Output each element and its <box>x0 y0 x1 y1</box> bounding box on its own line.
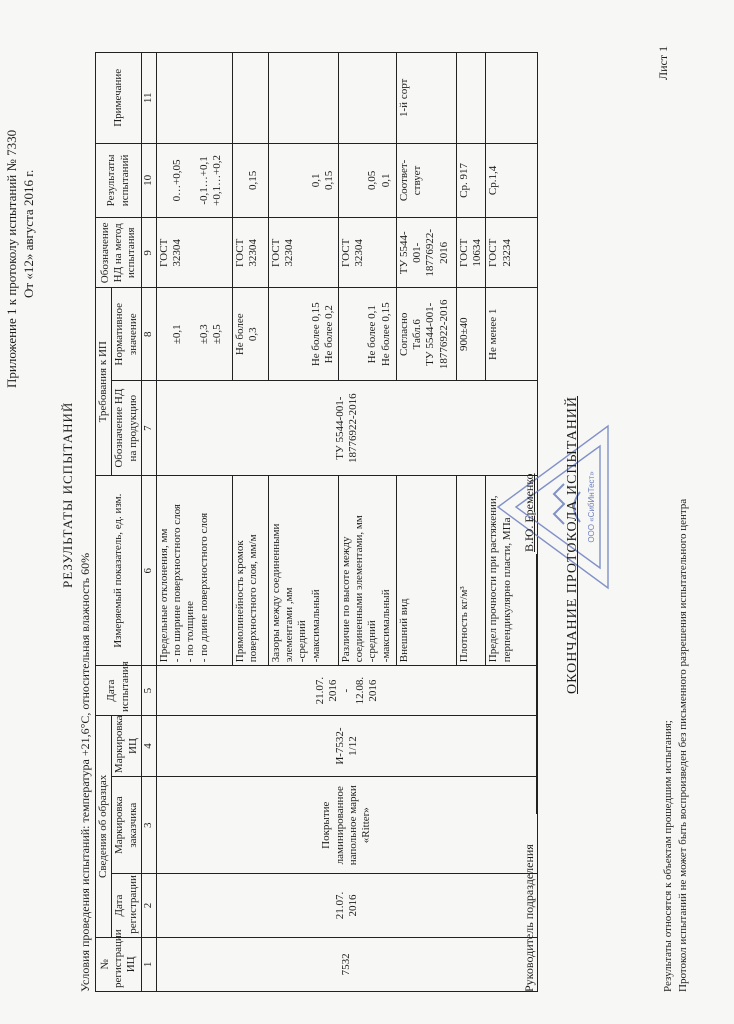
product-nd-cell: ТУ 5544-001-18776922-2016 <box>156 381 538 476</box>
col-header-param: Измеряемый показатель, ед. изм. <box>96 476 142 666</box>
result-cell: Ср.1,4 <box>486 143 538 218</box>
col-number: 9 <box>142 218 156 288</box>
footer-note-2: Протокол испытаний не может быть воспроизведен без письменного разрешения испытательного центра <box>677 498 689 992</box>
method-cell: ГОСТ 32304 <box>156 218 232 288</box>
table-row <box>156 53 232 992</box>
norm-cell: Не более 0,3 <box>232 288 268 381</box>
note-cell <box>456 53 486 144</box>
stamp-text: ООО «СибИнТест» <box>587 471 596 543</box>
col-header-norm: Нормативное значение <box>112 288 142 381</box>
protocol-end-label: ОКОНЧАНИЕ ПРОТОКОЛА ИСПЫТАНИЙ <box>565 395 580 694</box>
column-number-row <box>142 53 156 992</box>
col-number: 6 <box>142 476 156 666</box>
norm-cell: Не менее 1 <box>486 288 538 381</box>
col-number: 4 <box>142 715 156 776</box>
organization-stamp <box>494 422 612 592</box>
col-header-reg-no: № регистрации ИЦ <box>96 937 142 991</box>
appendix-line1: Приложение 1 к протоколу испытаний № 7330 <box>4 129 19 388</box>
col-number: 10 <box>142 143 156 218</box>
result-cell: 0…+0,05 -0,1…+0,1 +0,1…+0,2 <box>156 143 232 218</box>
col-number: 11 <box>142 53 156 144</box>
sheet-number: Лист 1 <box>656 45 670 80</box>
head-of-division-name: В.Ю. Еременко <box>522 473 536 552</box>
reg-date-cell: 21.07. 2016 <box>156 874 538 937</box>
result-cell: 0,05 0,1 <box>338 143 396 218</box>
col-number: 5 <box>142 666 156 716</box>
param-cell: Различие по высоте между соединенными элементами, мм -средний -максимальный <box>338 476 396 666</box>
customer-mark-cell: Покрытие ламинированное напольное марки «Ritter» <box>156 777 538 874</box>
test-date-cell: 21.07. 2016 - 12.08. 2016 <box>156 666 538 716</box>
method-cell: ГОСТ 32304 <box>232 218 268 288</box>
col-header-customer-mark: Маркировка заказчика <box>112 777 142 874</box>
test-conditions: Условия проведения испытаний: температура +21,6°С, относительная влажность 60% <box>78 552 92 992</box>
note-cell <box>338 53 396 144</box>
method-cell: ТУ 5544- 001- 18776922- 2016 <box>396 218 456 288</box>
norm-cell: 900±40 <box>456 288 486 381</box>
col-header-results: Результаты испытаний <box>96 143 142 218</box>
param-cell: Внешний вид <box>396 476 456 666</box>
note-cell <box>268 53 338 144</box>
results-table <box>95 52 538 992</box>
col-header-note: Примечание <box>96 53 142 144</box>
signature-line <box>536 554 537 814</box>
group-header-samples: Сведения об образцах <box>96 715 112 937</box>
group-header-requirements: Требования к ИП <box>96 288 112 476</box>
page-title: РЕЗУЛЬТАТЫ ИСПЫТАНИЙ <box>60 401 75 588</box>
appendix-line2: От «12» августа 2016 г. <box>21 169 36 298</box>
norm-cell: ±0,1 ±0,3 ±0,5 <box>156 288 232 381</box>
col-number: 1 <box>142 937 156 991</box>
footer-note-1: Результаты относятся к объектам прошедшим испытания; <box>662 720 674 992</box>
col-number: 7 <box>142 381 156 476</box>
param-cell: Предельные отклонения, мм - по ширине поверхностного слоя - по толщине - по длине поверхностного слоя <box>156 476 232 666</box>
col-number: 3 <box>142 777 156 874</box>
param-cell: Плотность кг/м³ <box>456 476 486 666</box>
param-cell: Зазоры между соединенными элементами ,мм -средний -максимальный <box>268 476 338 666</box>
result-cell: Ср. 917 <box>456 143 486 218</box>
note-cell <box>486 53 538 144</box>
col-number: 8 <box>142 288 156 381</box>
note-cell: 1-й сорт <box>396 53 456 144</box>
col-header-ic-mark: Маркировка ИЦ <box>112 715 142 776</box>
ic-mark-cell: И-7532-1/12 <box>156 715 538 776</box>
norm-cell: Согласно Табл.6 ТУ 5544-001- 18776922-2016 <box>396 288 456 381</box>
col-header-test-date: Дата испытания <box>96 666 142 716</box>
note-cell <box>232 53 268 144</box>
param-cell: Предел прочности при растяжении, перпендикулярно пласти, МПа <box>486 476 538 666</box>
param-cell: Прямолинейность кромок поверхностного слоя, мм/м <box>232 476 268 666</box>
col-header-method-nd: Обозначение НД на метод испытания <box>96 218 142 288</box>
norm-cell: Не более 0,1 Не более 0,15 <box>338 288 396 381</box>
col-number: 2 <box>142 874 156 937</box>
method-cell: ГОСТ 32304 <box>338 218 396 288</box>
method-cell: ГОСТ 23234 <box>486 218 538 288</box>
col-header-reg-date: Дата регистрации <box>112 874 142 937</box>
result-cell: Соответ- ствует <box>396 143 456 218</box>
result-cell: 0,1 0,15 <box>268 143 338 218</box>
norm-cell: Не более 0,15 Не более 0,2 <box>268 288 338 381</box>
col-header-product-nd: Обозначение НД на продукцию <box>112 381 142 476</box>
reg-no-cell: 7532 <box>156 937 538 991</box>
result-cell: 0,15 <box>232 143 268 218</box>
method-cell: ГОСТ 10634 <box>456 218 486 288</box>
method-cell: ГОСТ 32304 <box>268 218 338 288</box>
head-of-division-label: Руководитель подразделения <box>522 844 536 992</box>
note-cell <box>156 53 232 144</box>
